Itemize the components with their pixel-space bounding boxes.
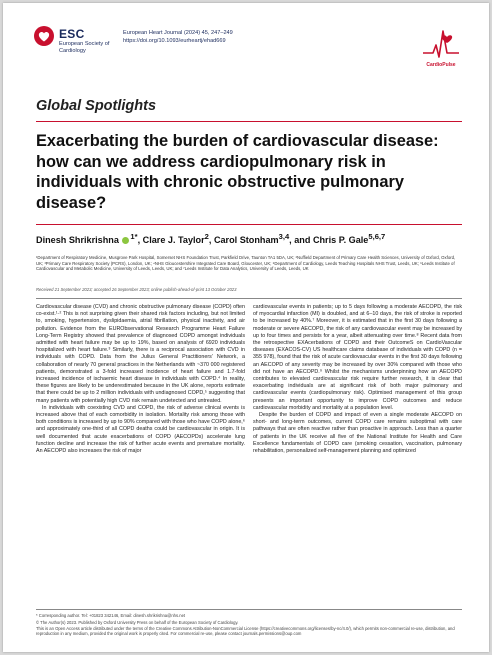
publication-dates: Received 21 September 2023; accepted 26 September 2023; online publish-ahead-of-print 13 October 2023 <box>36 287 237 292</box>
doi-link[interactable]: https://doi.org/10.1093/eurheartj/ehad669 <box>123 38 226 44</box>
author-conjunction: and <box>294 235 311 246</box>
author-name[interactable]: Clare J. Taylor <box>142 235 205 246</box>
author-name[interactable]: Carol Stonham <box>213 235 279 246</box>
body-paragraph: Despite the burden of COPD and impact of even a single moderate AECOPD on short- and long-term outcomes, current COPD care remains suboptimal with care pathways that are often reactive rather than proactive in approach. Less than a quarter of patients in the UK receive all five of the National Institute for Health and Care Excellence fundamentals of COPD care (smoking cessation, vaccination, pulmonary rehabilitation, personalized self-management planning and optimized <box>253 412 462 455</box>
author-name[interactable]: Dinesh Shrikrishna <box>36 235 119 246</box>
copyright-note: © The Author(s) 2023. Published by Oxford University Press on behalf of the European Society of Cardiology. <box>36 620 239 625</box>
author-affiliation-marker: 1* <box>130 232 138 241</box>
journal-citation: European Heart Journal (2024) 45, 247–249 <box>123 30 233 36</box>
divider <box>36 609 462 610</box>
author-list: Dinesh Shrikrishna $^{1*}$, Clare J. Taylor$^2$, Carol Stonham$^{3,4}$, and Chris P. Gale$^{5,6,7}$ <box>36 232 386 246</box>
esc-full-name: European Society of Cardiology <box>59 41 110 54</box>
author-affiliation-marker: 2 <box>204 232 209 241</box>
esc-name: ESC <box>59 27 85 41</box>
affiliations: ¹Department of Respiratory Medicine, Musgrove Park Hospital, Somerset NHS Foundation Trust, Parkfield Drive, Taunton TA1 5DA, UK; ²Nuffield Department of Primary Care Health Sciences, University of Oxford, Oxford, UK; ³Primary Care Respiratory Society (PCRS), London, UK; ⁴NHS Gloucestershire Integrated Care Board, Gloucester, UK; ⁵Department of Cardiology, Leeds Teaching Hospitals NHS Trust, Leeds, UK; ⁶Leeds Institute of Cardiovascular and Metabolic Medicine, University of Leeds, Leeds, UK; and ⁷Leeds Institute for Data Analytics, University of Leeds, Leeds, UK <box>36 255 456 271</box>
author-name[interactable]: Chris P. Gale <box>312 235 369 246</box>
divider <box>36 224 462 225</box>
divider <box>36 121 462 122</box>
esc-heart-logo-icon <box>33 25 55 47</box>
article-page <box>3 3 489 652</box>
body-paragraph: In individuals with coexisting CVD and COPD, the risk of adverse clinical events is increased above that of each comorbidity in isolation. Mortality risk among those with both conditions is increased by up to 90% compared with those who have COPD alone,⁶ and approximately one-third of all COPD deaths could be cardiovascular in origin. It is well documented that acute exacerbations of COPD (AECOPDs) accelerate lung function decline and increase the risk of further acute events and premature mortality. An AECOPD also increases the risk of major <box>36 404 245 455</box>
license-note: This is an Open Access article distributed under the terms of the Creative Commons Attribution-NonCommercial License (https://creativecommons.org/licenses/by-nc/4.0/), which permits non-commercial re-use, distribution, and reproduction in any medium, provided the original work is properly cited. For commercial re-use, please contact journals.permissions@oup.com <box>36 626 455 637</box>
body-column-right <box>253 304 462 455</box>
cardiopulse-logo-icon <box>421 23 461 63</box>
body-paragraph: cardiovascular events in patients; up to 5 days following a moderate AECOPD, the risk of myocardial infarction (MI) is doubled, and at 6–10 days, the risk of stroke is reported to be increased by 40%.⁷ Moreover, it is estimated that in the first 30 days following a moderate or severe AECOPD, the risk of any cardiovascular event may be increased by up to four times and persists for a year, albeit attenuating over time.⁸ Recent data from the retrospective EXAcerbations of COPD and their OutcomeS on CardioVascular diseases (EXACOS-CV) US healthcare claims database of individuals with COPD (n = 355 978), found that the risk of acute cardiovascular events in the first 30 days following an AECOPD of any severity may be increased by over 30% compared with those who did not have an AECOPD.⁹ Whilst the mechanisms underpinning how an AECOPD contributes to elevated cardiovascular risk require further research, it is clear that exacerbating individuals are at significant risk of both major pulmonary and cardiovascular events (cardiopulmonary risk). Optimised management of this group presents an important opportunity to improve COPD outcomes and reduce cardiovascular morbidity and mortality at a population level. <box>253 304 462 411</box>
body-column-left <box>36 304 245 455</box>
orcid-icon[interactable] <box>122 237 129 244</box>
body-paragraph: Cardiovascular disease (CVD) and chronic obstructive pulmonary disease (COPD) often co-exist.¹·² This is not surprising given their shared risk factors including, but not limited to, smoking, hypertension, dyslipidaemia, atrial fibrillation, physical inactivity, and air pollution. Evidence from the EURObservational Research Programme Heart Failure Long-Term Registry showed that prevalence of diagnosed COPD amongst individuals admitted with heart failure may be up to 19%, based on analysis of 6920 individuals hospitalized with heart failure.³ Similarly, there is a reciprocal association with CVD in individuals with COPD. Data from the Julius General Practitioners’ Network, a collaboration of nearly 70 general practices in the Netherlands with ~370 000 registered patients, demonstrated a 3-fold increased incidence of heart failure and 1.7-fold increased incidence of ischaemic heart disease in individuals with COPD.⁴ In reality, these figures are likely to be underestimated because in the UK alone, reports estimate that there could be up to 2 million individuals with undiagnosed COPD,⁵ suggesting that many patients with potentially high CVD risk remain undetected and untreated. <box>36 304 245 404</box>
cardiopulse-label: CardioPulse <box>426 62 456 68</box>
article-title: Exacerbating the burden of cardiovascular disease: how can we address cardiopulmonary risk in individuals with chronic obstructive pulmonary disease? <box>36 132 439 212</box>
section-heading: Global Spotlights <box>36 98 157 114</box>
divider <box>36 298 462 299</box>
author-affiliation-marker: 5,6,7 <box>368 232 386 241</box>
author-affiliation-marker: 3,4 <box>278 232 290 241</box>
corresponding-author-note: * Corresponding author. Tel: +01823 342146, Email: dinesh.shrikrishna@nhs.net <box>36 613 186 618</box>
